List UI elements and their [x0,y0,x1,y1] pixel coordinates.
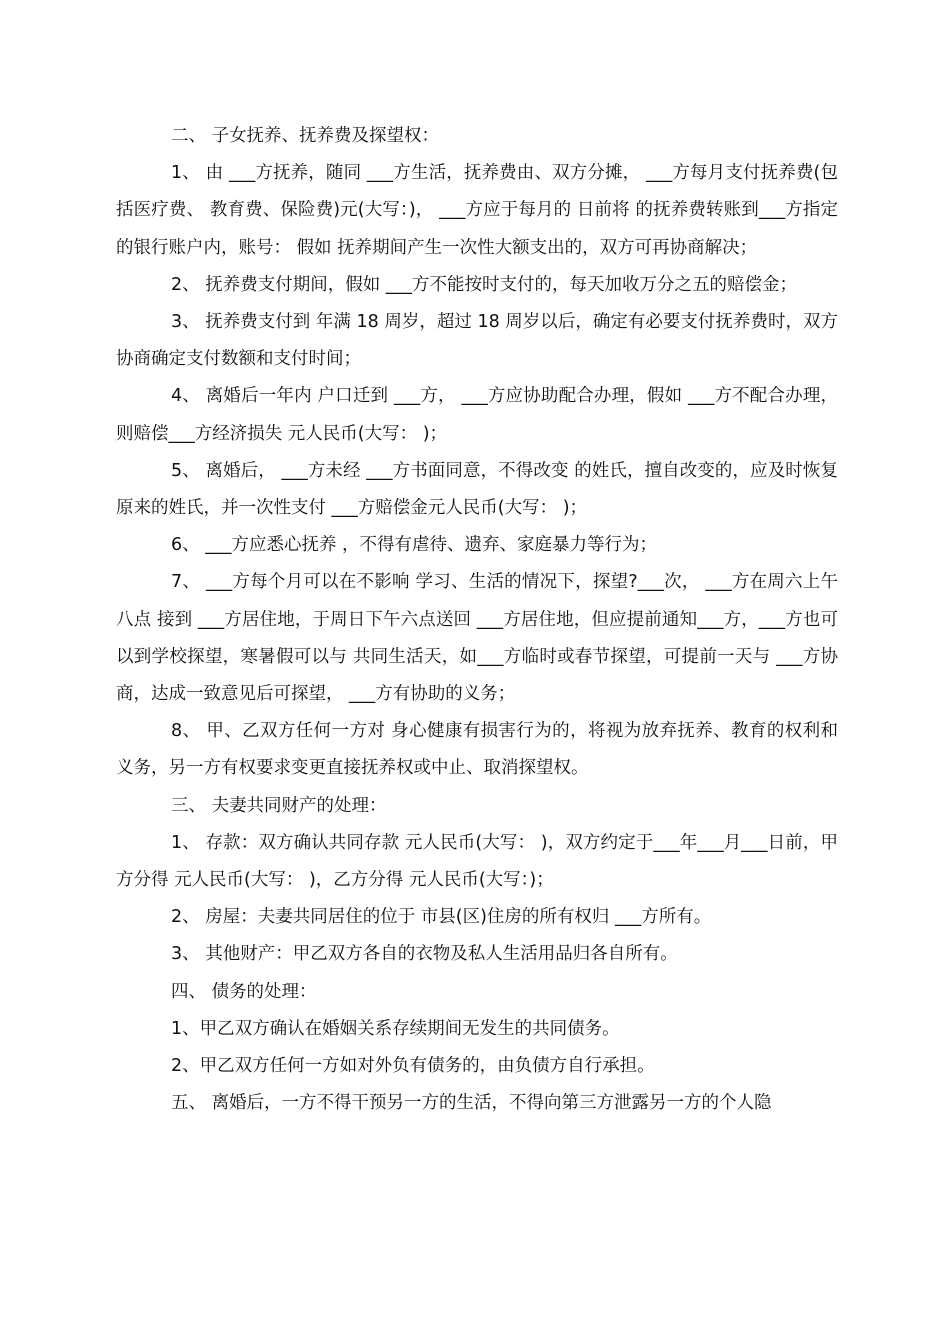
document-body [116,118,838,1122]
clause-3-1: 1、 存款：双方确认共同存款 元人民币(大写： )，双方约定于___年___月___日前，甲方分得 元人民币(大写： )，乙方分得 元人民币(大写：)； [116,832,838,891]
section-heading-5: 五、 离婚后，一方不得干预另一方的生活，不得向第三方泄露另一方的个人隐 [171,1093,772,1114]
section-heading-2: 二、 子女抚养、抚养费及探望权： [171,126,440,146]
clause-2-7: 7、 ___方每个月可以在不影响 学习、生活的情况下，探望?___次， ___方在周六上午八点 接到 ___方居住地，于周日下午六点送回 ___方居住地，但应提前通知___方，___方也可以到学校探望，寒暑假可以与 共同生活天，如___方临时或春节探望，可提前一天与 ___方协商，达成一致意见后可探望， ___方有协助的义务； [116,572,838,705]
clause-2-2: 2、 抚养费支付期间，假如 ___方不能按时支付的，每天加收万分之五的赔偿金； [171,274,798,295]
clause-4-1: 1、甲乙双方确认在婚姻关系存续期间无发生的共同债务。 [171,1018,620,1039]
clause-2-8: 8、 甲、乙双方任何一方对 身心健康有损害行为的，将视为放弃抚养、教育的权利和义务，另一方有权要求变更直接抚养权或中止、取消探望权。 [116,721,838,779]
section-heading-3: 三、 夫妻共同财产的处理： [171,795,387,816]
clause-2-3: 3、 抚养费支付到 年满 18 周岁，超过 18 周岁以后，确定有必要支付抚养费时，双方协商确定支付数额和支付时间； [116,312,838,370]
clause-3-3: 3、 其他财产：甲乙双方各自的衣物及私人生活用品归各自所有。 [171,944,678,965]
clause-3-2: 2、 房屋：夫妻共同居住的位于 市县(区)住房的所有权归 ___方所有。 [171,907,712,928]
clause-2-4: 4、 离婚后一年内 户口迁到 ___方， ___方应协助配合办理，假如 ___方不配合办理，则赔偿___方经济损失 元人民币(大写： )； [116,386,838,444]
section-heading-4: 四、 债务的处理： [171,981,317,1002]
clause-2-1: 1、 由 ___方抚养，随同 ___方生活，抚养费由、双方分摊， ___方每月支付抚养费(包括医疗费、 教育费、保险费)元(大写：)， ___方应于每月的 日前将 的抚养费转账到___方指定的银行账户内，账号： 假如 抚养期间产生一次性大额支出的，双方可再协商解决； [116,163,838,258]
clause-2-5: 5、 离婚后， ___方未经 ___方书面同意，不得改变 的姓氏，擅自改变的，应及时恢复原来的姓氏，并一次性支付 ___方赔偿金元人民币(大写： )； [116,460,838,519]
clause-4-2: 2、甲乙双方任何一方如对外负有债务的，由负债方自行承担。 [171,1056,655,1077]
clause-2-6: 6、 ___方应悉心抚养 ，不得有虐待、遗弃、家庭暴力等行为； [171,535,658,556]
